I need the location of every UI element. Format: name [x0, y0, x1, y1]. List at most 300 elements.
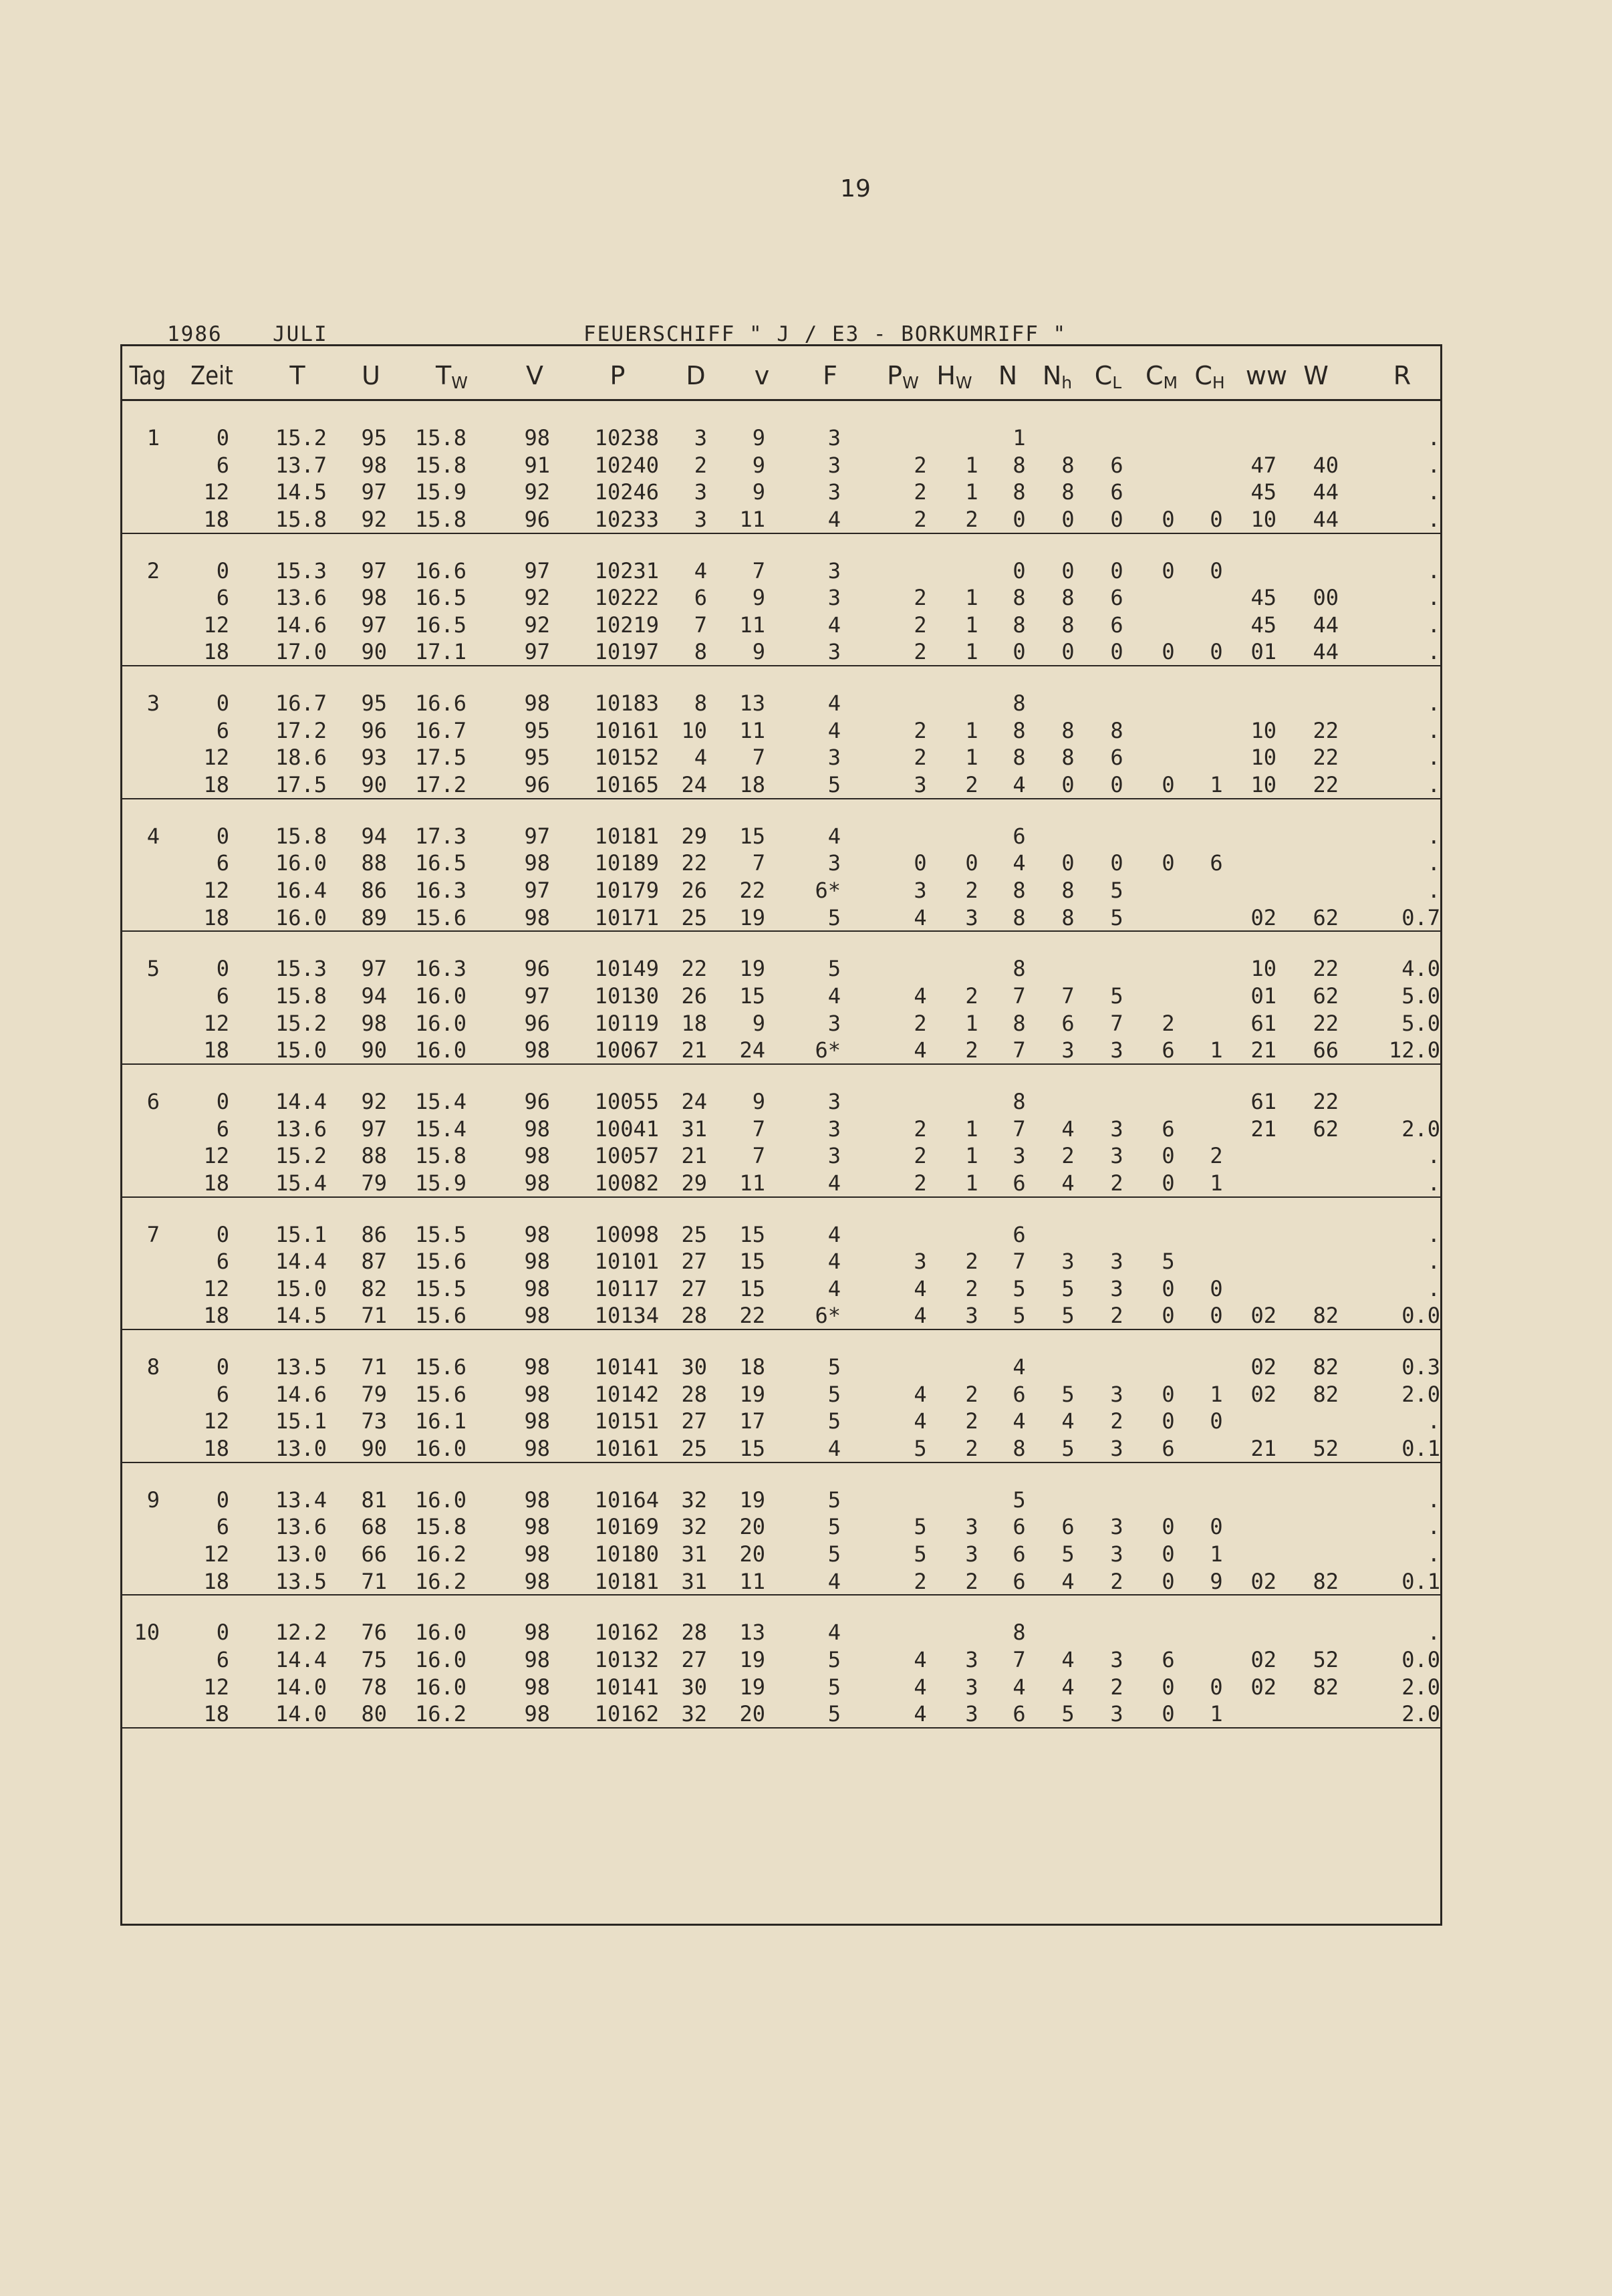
v-cell: 97 — [524, 823, 550, 849]
pw-cell: 4 — [914, 904, 927, 930]
v-cell: 97 — [524, 983, 550, 1009]
w-cell: 22 — [1313, 717, 1339, 743]
zeit-cell: 0 — [216, 1354, 229, 1380]
vv-cell: 19 — [739, 1646, 765, 1672]
v-cell: 98 — [524, 425, 550, 451]
vv-cell: 15 — [739, 1435, 765, 1461]
d-cell: 3 — [694, 506, 707, 532]
p-cell: 10219 — [594, 612, 659, 638]
zeit-cell: 18 — [203, 1303, 229, 1329]
w-cell: 22 — [1313, 745, 1339, 771]
v-cell: 98 — [524, 1354, 550, 1380]
zeit-cell: 12 — [203, 612, 229, 638]
p-cell: 10165 — [594, 771, 659, 797]
zeit-cell: 0 — [216, 690, 229, 717]
tag-cell: 6 — [146, 1089, 160, 1114]
ch-cell: 0 — [1210, 506, 1223, 532]
t-cell: 18.6 — [275, 745, 327, 771]
f-cell: 3 — [827, 425, 841, 451]
u-cell: 88 — [361, 850, 387, 876]
p-cell: 10130 — [594, 983, 659, 1009]
header-vv: v — [754, 361, 770, 390]
r-cell: 0.3 — [1401, 1354, 1440, 1380]
header-n: N — [998, 361, 1018, 390]
cl-cell: 6 — [1110, 745, 1123, 771]
v-cell: 98 — [524, 1701, 550, 1727]
cm-cell: 6 — [1162, 1037, 1175, 1063]
u-cell: 71 — [361, 1354, 387, 1380]
cl-cell: 3 — [1110, 1646, 1123, 1672]
d-cell: 25 — [681, 1221, 707, 1247]
n-cell: 0 — [1013, 506, 1026, 532]
pw-cell: 2 — [914, 1143, 927, 1169]
cl-cell: 3 — [1110, 1541, 1123, 1567]
u-cell: 79 — [361, 1381, 387, 1407]
u-cell: 79 — [361, 1170, 387, 1196]
f-cell: 3 — [827, 479, 841, 505]
p-cell: 10152 — [594, 745, 659, 771]
cl-cell: 0 — [1110, 506, 1123, 532]
tw-cell: 15.4 — [414, 1116, 466, 1142]
r-cell: . — [1427, 1620, 1440, 1646]
n-cell: 8 — [1013, 877, 1026, 903]
pw-cell: 2 — [914, 639, 927, 665]
r-cell: . — [1427, 690, 1440, 717]
hw-cell: 1 — [965, 612, 978, 638]
t-cell: 13.6 — [275, 585, 327, 611]
zeit-cell: 0 — [216, 1487, 229, 1513]
cl-cell: 3 — [1110, 1381, 1123, 1407]
vv-cell: 9 — [752, 1010, 765, 1036]
hw-cell: 1 — [965, 1170, 978, 1196]
f-cell: 3 — [827, 1089, 841, 1114]
v-cell: 98 — [524, 1249, 550, 1275]
f-cell: 6* — [815, 1303, 841, 1329]
n-cell: 8 — [1013, 612, 1026, 638]
p-cell: 10240 — [594, 452, 659, 478]
cl-cell: 5 — [1110, 904, 1123, 930]
r-cell: . — [1427, 771, 1440, 797]
u-cell: 86 — [361, 877, 387, 903]
r-cell: 2.0 — [1401, 1674, 1440, 1700]
t-cell: 14.4 — [275, 1646, 327, 1672]
nh-cell: 8 — [1061, 585, 1075, 611]
t-cell: 14.5 — [275, 1303, 327, 1329]
u-cell: 86 — [361, 1221, 387, 1247]
u-cell: 97 — [361, 557, 387, 584]
cm-cell: 0 — [1162, 1514, 1175, 1540]
title-year: 1986 — [167, 322, 223, 346]
cm-cell: 0 — [1162, 1701, 1175, 1727]
v-cell: 98 — [524, 1435, 550, 1461]
vv-cell: 9 — [752, 585, 765, 611]
ww-cell: 45 — [1250, 612, 1277, 638]
d-cell: 29 — [681, 823, 707, 849]
t-cell: 14.5 — [275, 479, 327, 505]
day-group-4 — [122, 799, 1440, 932]
r-cell: . — [1427, 745, 1440, 771]
hw-cell: 1 — [965, 717, 978, 743]
zeit-cell: 6 — [216, 850, 229, 876]
f-cell: 4 — [827, 612, 841, 638]
nh-cell: 4 — [1061, 1116, 1075, 1142]
u-cell: 71 — [361, 1303, 387, 1329]
p-cell: 10197 — [594, 639, 659, 665]
n-cell: 4 — [1013, 850, 1026, 876]
u-cell: 75 — [361, 1646, 387, 1672]
p-cell: 10222 — [594, 585, 659, 611]
r-cell: . — [1427, 506, 1440, 532]
pw-cell: 2 — [914, 745, 927, 771]
cl-cell: 3 — [1110, 1037, 1123, 1063]
r-cell: 0.0 — [1401, 1303, 1440, 1329]
pw-cell: 2 — [914, 1116, 927, 1142]
n-cell: 6 — [1013, 1514, 1026, 1540]
pw-cell: 4 — [914, 1674, 927, 1700]
v-cell: 96 — [524, 771, 550, 797]
tw-cell: 17.1 — [414, 639, 466, 665]
hw-cell: 2 — [965, 877, 978, 903]
p-cell: 10057 — [594, 1143, 659, 1169]
t-cell: 16.7 — [275, 690, 327, 717]
nh-cell: 8 — [1061, 745, 1075, 771]
ww-cell: 10 — [1250, 745, 1277, 771]
r-cell: . — [1427, 585, 1440, 611]
zeit-cell: 6 — [216, 452, 229, 478]
r-cell: . — [1427, 1170, 1440, 1196]
p-cell: 10233 — [594, 506, 659, 532]
hw-cell: 2 — [965, 1249, 978, 1275]
f-cell: 3 — [827, 850, 841, 876]
u-cell: 95 — [361, 690, 387, 717]
vv-cell: 9 — [752, 639, 765, 665]
p-cell: 10151 — [594, 1408, 659, 1434]
nh-cell: 8 — [1061, 904, 1075, 930]
ch-cell: 1 — [1210, 1541, 1223, 1567]
n-cell: 8 — [1013, 745, 1026, 771]
ch-cell: 0 — [1210, 1408, 1223, 1434]
t-cell: 16.4 — [275, 877, 327, 903]
tw-cell: 16.0 — [414, 1037, 466, 1063]
zeit-cell: 12 — [203, 1408, 229, 1434]
d-cell: 30 — [681, 1674, 707, 1700]
d-cell: 24 — [681, 771, 707, 797]
header-cm: $C_M$ — [1145, 361, 1178, 392]
t-cell: 15.0 — [275, 1275, 327, 1301]
n-cell: 7 — [1013, 1037, 1026, 1063]
vv-cell: 13 — [739, 1620, 765, 1646]
w-cell: 44 — [1313, 479, 1339, 505]
pw-cell: 2 — [914, 612, 927, 638]
zeit-cell: 18 — [203, 1701, 229, 1727]
f-cell: 6* — [815, 877, 841, 903]
v-cell: 98 — [524, 1487, 550, 1513]
header-u: U — [362, 361, 380, 390]
p-cell: 10149 — [594, 956, 659, 982]
tag-cell: 4 — [146, 823, 160, 849]
r-cell: 0.0 — [1401, 1646, 1440, 1672]
header-ww: ww — [1245, 361, 1288, 390]
zeit-cell: 0 — [216, 1089, 229, 1114]
cl-cell: 3 — [1110, 1249, 1123, 1275]
tw-cell: 16.0 — [414, 983, 466, 1009]
w-cell: 82 — [1313, 1568, 1339, 1594]
v-cell: 96 — [524, 1010, 550, 1036]
nh-cell: 5 — [1061, 1275, 1075, 1301]
ww-cell: 21 — [1250, 1116, 1277, 1142]
nh-cell: 0 — [1061, 506, 1075, 532]
ww-cell: 02 — [1250, 904, 1277, 930]
v-cell: 98 — [524, 1170, 550, 1196]
day-group-6 — [122, 1065, 1440, 1198]
v-cell: 98 — [524, 1646, 550, 1672]
pw-cell: 2 — [914, 585, 927, 611]
v-cell: 98 — [524, 1620, 550, 1646]
n-cell: 8 — [1013, 585, 1026, 611]
r-cell: . — [1427, 1487, 1440, 1513]
r-cell: . — [1427, 425, 1440, 451]
v-cell: 97 — [524, 877, 550, 903]
n-cell: 8 — [1013, 1010, 1026, 1036]
pw-cell: 2 — [914, 452, 927, 478]
cl-cell: 6 — [1110, 452, 1123, 478]
p-cell: 10141 — [594, 1674, 659, 1700]
zeit-cell: 0 — [216, 1221, 229, 1247]
w-cell: 44 — [1313, 639, 1339, 665]
pw-cell: 2 — [914, 1170, 927, 1196]
u-cell: 95 — [361, 425, 387, 451]
t-cell: 13.4 — [275, 1487, 327, 1513]
nh-cell: 4 — [1061, 1674, 1075, 1700]
tw-cell: 17.2 — [414, 771, 466, 797]
tw-cell: 16.3 — [414, 956, 466, 982]
t-cell: 13.5 — [275, 1568, 327, 1594]
ww-cell: 10 — [1250, 506, 1277, 532]
header-r: R — [1393, 361, 1412, 390]
nh-cell: 5 — [1061, 1701, 1075, 1727]
zeit-cell: 0 — [216, 823, 229, 849]
f-cell: 4 — [827, 983, 841, 1009]
vv-cell: 15 — [739, 1275, 765, 1301]
f-cell: 4 — [827, 1620, 841, 1646]
cl-cell: 6 — [1110, 612, 1123, 638]
p-cell: 10101 — [594, 1249, 659, 1275]
nh-cell: 0 — [1061, 850, 1075, 876]
p-cell: 10041 — [594, 1116, 659, 1142]
header-f: F — [823, 361, 837, 390]
pw-cell: 5 — [914, 1435, 927, 1461]
pw-cell: 3 — [914, 1249, 927, 1275]
r-cell: . — [1427, 1408, 1440, 1434]
ch-cell: 0 — [1210, 1674, 1223, 1700]
nh-cell: 4 — [1061, 1170, 1075, 1196]
day-group-10 — [122, 1596, 1440, 1729]
u-cell: 68 — [361, 1514, 387, 1540]
tw-cell: 16.5 — [414, 850, 466, 876]
cl-cell: 7 — [1110, 1010, 1123, 1036]
v-cell: 95 — [524, 717, 550, 743]
w-cell: 62 — [1313, 904, 1339, 930]
u-cell: 90 — [361, 639, 387, 665]
zeit-cell: 18 — [203, 1037, 229, 1063]
tw-cell: 16.6 — [414, 557, 466, 584]
r-cell: . — [1427, 877, 1440, 903]
u-cell: 97 — [361, 479, 387, 505]
zeit-cell: 12 — [203, 877, 229, 903]
tw-cell: 15.6 — [414, 1381, 466, 1407]
t-cell: 13.6 — [275, 1514, 327, 1540]
t-cell: 13.7 — [275, 452, 327, 478]
cm-cell: 6 — [1162, 1646, 1175, 1672]
f-cell: 4 — [827, 1275, 841, 1301]
zeit-cell: 18 — [203, 506, 229, 532]
nh-cell: 8 — [1061, 612, 1075, 638]
vv-cell: 7 — [752, 1143, 765, 1169]
ww-cell: 45 — [1250, 479, 1277, 505]
v-cell: 98 — [524, 904, 550, 930]
pw-cell: 0 — [914, 850, 927, 876]
ch-cell: 1 — [1210, 1701, 1223, 1727]
cl-cell: 2 — [1110, 1568, 1123, 1594]
r-cell: 4.0 — [1401, 956, 1440, 982]
ch-cell: 0 — [1210, 1303, 1223, 1329]
hw-cell: 2 — [965, 1381, 978, 1407]
nh-cell: 4 — [1061, 1408, 1075, 1434]
n-cell: 5 — [1013, 1487, 1026, 1513]
cl-cell: 3 — [1110, 1116, 1123, 1142]
r-cell: 12.0 — [1388, 1037, 1440, 1063]
f-cell: 3 — [827, 639, 841, 665]
d-cell: 31 — [681, 1568, 707, 1594]
n-cell: 6 — [1013, 1541, 1026, 1567]
vv-cell: 15 — [739, 1249, 765, 1275]
header-cl: $C_L$ — [1094, 361, 1122, 392]
p-cell: 10162 — [594, 1620, 659, 1646]
zeit-cell: 18 — [203, 904, 229, 930]
t-cell: 13.6 — [275, 1116, 327, 1142]
cm-cell: 5 — [1162, 1249, 1175, 1275]
ww-cell: 10 — [1250, 956, 1277, 982]
zeit-cell: 0 — [216, 425, 229, 451]
cm-cell: 0 — [1162, 1303, 1175, 1329]
header-d: D — [686, 361, 706, 390]
n-cell: 6 — [1013, 1381, 1026, 1407]
f-cell: 4 — [827, 823, 841, 849]
zeit-cell: 6 — [216, 983, 229, 1009]
p-cell: 10183 — [594, 690, 659, 717]
u-cell: 96 — [361, 717, 387, 743]
hw-cell: 2 — [965, 506, 978, 532]
u-cell: 90 — [361, 1435, 387, 1461]
nh-cell: 8 — [1061, 452, 1075, 478]
r-cell: 5.0 — [1401, 983, 1440, 1009]
cm-cell: 2 — [1162, 1010, 1175, 1036]
t-cell: 13.5 — [275, 1354, 327, 1380]
zeit-cell: 6 — [216, 1249, 229, 1275]
ww-cell: 02 — [1250, 1646, 1277, 1672]
tw-cell: 16.0 — [414, 1646, 466, 1672]
t-cell: 15.8 — [275, 823, 327, 849]
u-cell: 88 — [361, 1143, 387, 1169]
ww-cell: 01 — [1250, 983, 1277, 1009]
hw-cell: 1 — [965, 1116, 978, 1142]
vv-cell: 11 — [739, 506, 765, 532]
n-cell: 6 — [1013, 1568, 1026, 1594]
n-cell: 5 — [1013, 1275, 1026, 1301]
zeit-cell: 12 — [203, 1010, 229, 1036]
pw-cell: 4 — [914, 983, 927, 1009]
ch-cell: 0 — [1210, 1514, 1223, 1540]
d-cell: 27 — [681, 1275, 707, 1301]
cl-cell: 2 — [1110, 1303, 1123, 1329]
f-cell: 5 — [827, 1674, 841, 1700]
w-cell: 22 — [1313, 956, 1339, 982]
vv-cell: 19 — [739, 904, 765, 930]
w-cell: 40 — [1313, 452, 1339, 478]
nh-cell: 8 — [1061, 717, 1075, 743]
w-cell: 52 — [1313, 1646, 1339, 1672]
u-cell: 97 — [361, 612, 387, 638]
v-cell: 98 — [524, 1541, 550, 1567]
vv-cell: 11 — [739, 717, 765, 743]
cl-cell: 6 — [1110, 585, 1123, 611]
r-cell: . — [1427, 612, 1440, 638]
cm-cell: 0 — [1162, 1381, 1175, 1407]
p-cell: 10142 — [594, 1381, 659, 1407]
cm-cell: 6 — [1162, 1116, 1175, 1142]
tw-cell: 15.5 — [414, 1221, 466, 1247]
vv-cell: 7 — [752, 850, 765, 876]
u-cell: 98 — [361, 585, 387, 611]
vv-cell: 7 — [752, 745, 765, 771]
w-cell: 22 — [1313, 1010, 1339, 1036]
u-cell: 81 — [361, 1487, 387, 1513]
nh-cell: 5 — [1061, 1435, 1075, 1461]
n-cell: 8 — [1013, 479, 1026, 505]
header-nh: $N_h$ — [1042, 361, 1073, 392]
header-v: V — [526, 361, 543, 390]
d-cell: 18 — [681, 1010, 707, 1036]
tw-cell: 16.2 — [414, 1701, 466, 1727]
n-cell: 1 — [1013, 425, 1026, 451]
u-cell: 80 — [361, 1701, 387, 1727]
tw-cell: 15.8 — [414, 425, 466, 451]
d-cell: 29 — [681, 1170, 707, 1196]
ww-cell: 47 — [1250, 452, 1277, 478]
zeit-cell: 6 — [216, 1646, 229, 1672]
hw-cell: 3 — [965, 1514, 978, 1540]
n-cell: 7 — [1013, 1116, 1026, 1142]
v-cell: 98 — [524, 1674, 550, 1700]
hw-cell: 1 — [965, 1143, 978, 1169]
zeit-cell: 6 — [216, 717, 229, 743]
tw-cell: 15.8 — [414, 506, 466, 532]
f-cell: 4 — [827, 1568, 841, 1594]
ww-cell: 02 — [1250, 1674, 1277, 1700]
t-cell: 15.0 — [275, 1037, 327, 1063]
p-cell: 10181 — [594, 823, 659, 849]
u-cell: 97 — [361, 956, 387, 982]
p-cell: 10246 — [594, 479, 659, 505]
d-cell: 8 — [694, 639, 707, 665]
cl-cell: 0 — [1110, 850, 1123, 876]
ww-cell: 45 — [1250, 585, 1277, 611]
n-cell: 6 — [1013, 1701, 1026, 1727]
cm-cell: 0 — [1162, 1275, 1175, 1301]
hw-cell: 1 — [965, 479, 978, 505]
d-cell: 2 — [694, 452, 707, 478]
d-cell: 28 — [681, 1620, 707, 1646]
